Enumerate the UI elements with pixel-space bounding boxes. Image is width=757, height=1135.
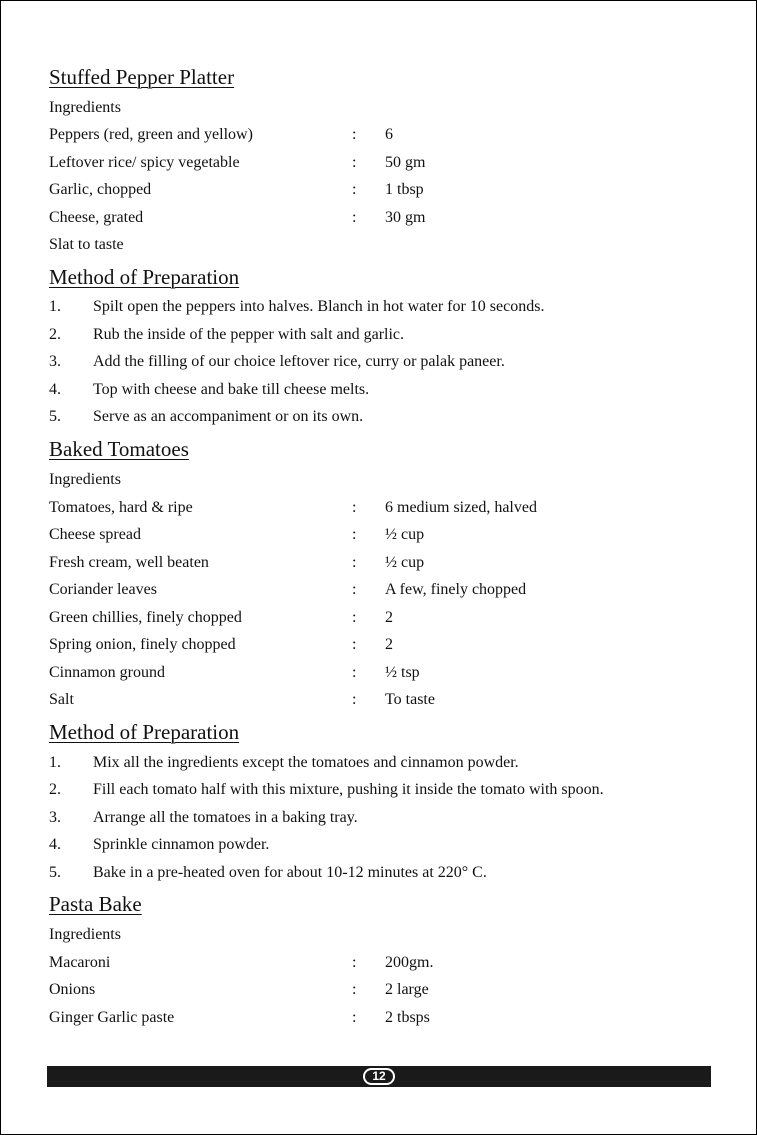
ingredient-quantity: 6 medium sized, halved bbox=[385, 499, 537, 516]
method-step bbox=[49, 297, 709, 317]
ingredient-name: Cinnamon ground bbox=[49, 664, 165, 681]
ingredient-name: Cheese, grated bbox=[49, 209, 144, 226]
step-text: Fill each tomato half with this mixture, pushing it inside the tomato with spoon. bbox=[93, 781, 604, 798]
ingredient-quantity: 2 tbsps bbox=[385, 1009, 430, 1026]
step-text: Serve as an accompaniment or on its own. bbox=[93, 408, 364, 425]
ingredient-row bbox=[49, 1008, 709, 1028]
page-number-badge bbox=[363, 1068, 395, 1085]
ingredient-separator: : bbox=[352, 1009, 357, 1026]
ingredients-label: Ingredients bbox=[49, 99, 121, 116]
method-step bbox=[49, 325, 709, 345]
ingredients-label: Ingredients bbox=[49, 926, 121, 943]
ingredient-row bbox=[49, 208, 709, 228]
step-number: 1. bbox=[49, 754, 61, 771]
step-number: 1. bbox=[49, 298, 61, 315]
ingredient-name: Salt bbox=[49, 691, 74, 708]
method-step bbox=[49, 835, 709, 855]
ingredient-separator: : bbox=[352, 126, 357, 143]
ingredient-name: Cheese spread bbox=[49, 526, 141, 543]
step-number: 2. bbox=[49, 326, 61, 343]
method-step bbox=[49, 753, 709, 773]
ingredient-row bbox=[49, 608, 709, 628]
ingredient-name: Leftover rice/ spicy vegetable bbox=[49, 154, 240, 171]
step-text: Sprinkle cinnamon powder. bbox=[93, 836, 270, 853]
ingredient-name: Fresh cream, well beaten bbox=[49, 554, 209, 571]
ingredient-name: Green chillies, finely chopped bbox=[49, 609, 242, 626]
ingredient-separator: : bbox=[352, 209, 357, 226]
ingredients-label: Ingredients bbox=[49, 471, 121, 488]
ingredient-quantity: ½ tsp bbox=[385, 664, 420, 681]
method-title: Method of Preparation bbox=[49, 720, 240, 744]
ingredient-row bbox=[49, 953, 709, 973]
step-number: 4. bbox=[49, 381, 61, 398]
ingredient-separator: : bbox=[352, 181, 357, 198]
step-text: Spilt open the peppers into halves. Blanch in hot water for 10 seconds. bbox=[93, 298, 545, 315]
ingredient-row bbox=[49, 980, 709, 1000]
ingredient-name: Tomatoes, hard & ripe bbox=[49, 499, 193, 516]
ingredient-row bbox=[49, 498, 709, 518]
step-number: 5. bbox=[49, 408, 61, 425]
ingredient-row bbox=[49, 690, 709, 710]
ingredient-quantity: 200gm. bbox=[385, 954, 434, 971]
step-text: Top with cheese and bake till cheese melts. bbox=[93, 381, 370, 398]
step-number: 5. bbox=[49, 864, 61, 881]
ingredient-name: Peppers (red, green and yellow) bbox=[49, 126, 253, 143]
ingredient-quantity: 2 bbox=[385, 636, 393, 653]
ingredient-separator: : bbox=[352, 154, 357, 171]
ingredient-quantity: 30 gm bbox=[385, 209, 426, 226]
recipe-title-baked-tomatoes: Baked Tomatoes bbox=[49, 437, 189, 461]
ingredient-separator: : bbox=[352, 609, 357, 626]
ingredient-row bbox=[49, 580, 709, 600]
step-number: 4. bbox=[49, 836, 61, 853]
ingredient-name: Spring onion, finely chopped bbox=[49, 636, 236, 653]
ingredient-separator: : bbox=[352, 981, 357, 998]
ingredient-row bbox=[49, 663, 709, 683]
ingredient-name: Coriander leaves bbox=[49, 581, 157, 598]
recipe-title-stuffed-pepper: Stuffed Pepper Platter bbox=[49, 65, 235, 89]
step-text: Arrange all the tomatoes in a baking tray. bbox=[93, 809, 358, 826]
ingredient-quantity: 6 bbox=[385, 126, 393, 143]
ingredient-row bbox=[49, 525, 709, 545]
ingredient-quantity: 1 tbsp bbox=[385, 181, 424, 198]
ingredient-name: Garlic, chopped bbox=[49, 181, 152, 198]
method-step bbox=[49, 808, 709, 828]
ingredient-separator: : bbox=[352, 664, 357, 681]
method-step bbox=[49, 352, 709, 372]
ingredient-separator: : bbox=[352, 636, 357, 653]
ingredient-quantity: A few, finely chopped bbox=[385, 581, 527, 598]
ingredient-separator: : bbox=[352, 954, 357, 971]
step-text: Bake in a pre-heated oven for about 10-12 minutes at 220° C. bbox=[93, 864, 487, 881]
ingredient-quantity: ½ cup bbox=[385, 554, 425, 571]
ingredient-quantity: ½ cup bbox=[385, 526, 425, 543]
step-text: Add the filling of our choice leftover rice, curry or palak paneer. bbox=[93, 353, 505, 370]
ingredient-row bbox=[49, 635, 709, 655]
page-number: 12 bbox=[365, 1070, 393, 1083]
method-step bbox=[49, 780, 709, 800]
recipe-title-pasta-bake: Pasta Bake bbox=[49, 892, 142, 916]
ingredient-separator: : bbox=[352, 554, 357, 571]
step-number: 3. bbox=[49, 809, 61, 826]
ingredient-quantity: 2 bbox=[385, 609, 393, 626]
ingredient-separator: : bbox=[352, 499, 357, 516]
ingredient-name: Onions bbox=[49, 981, 96, 998]
step-number: 3. bbox=[49, 353, 61, 370]
ingredient-quantity: 50 gm bbox=[385, 154, 426, 171]
ingredient-separator: : bbox=[352, 581, 357, 598]
step-text: Rub the inside of the pepper with salt and garlic. bbox=[93, 326, 405, 343]
step-number: 2. bbox=[49, 781, 61, 798]
ingredient-row bbox=[49, 180, 709, 200]
method-step bbox=[49, 407, 709, 427]
method-title: Method of Preparation bbox=[49, 265, 240, 289]
ingredient-name: Ginger Garlic paste bbox=[49, 1009, 175, 1026]
ingredient-note: Slat to taste bbox=[49, 236, 124, 253]
ingredient-separator: : bbox=[352, 691, 357, 708]
ingredient-separator: : bbox=[352, 526, 357, 543]
ingredient-quantity: To taste bbox=[385, 691, 435, 708]
ingredient-name: Macaroni bbox=[49, 954, 111, 971]
ingredient-row bbox=[49, 153, 709, 173]
ingredient-row bbox=[49, 125, 709, 145]
ingredient-quantity: 2 large bbox=[385, 981, 429, 998]
ingredient-row bbox=[49, 553, 709, 573]
method-step bbox=[49, 380, 709, 400]
step-text: Mix all the ingredients except the tomatoes and cinnamon powder. bbox=[93, 754, 519, 771]
method-step bbox=[49, 863, 709, 883]
